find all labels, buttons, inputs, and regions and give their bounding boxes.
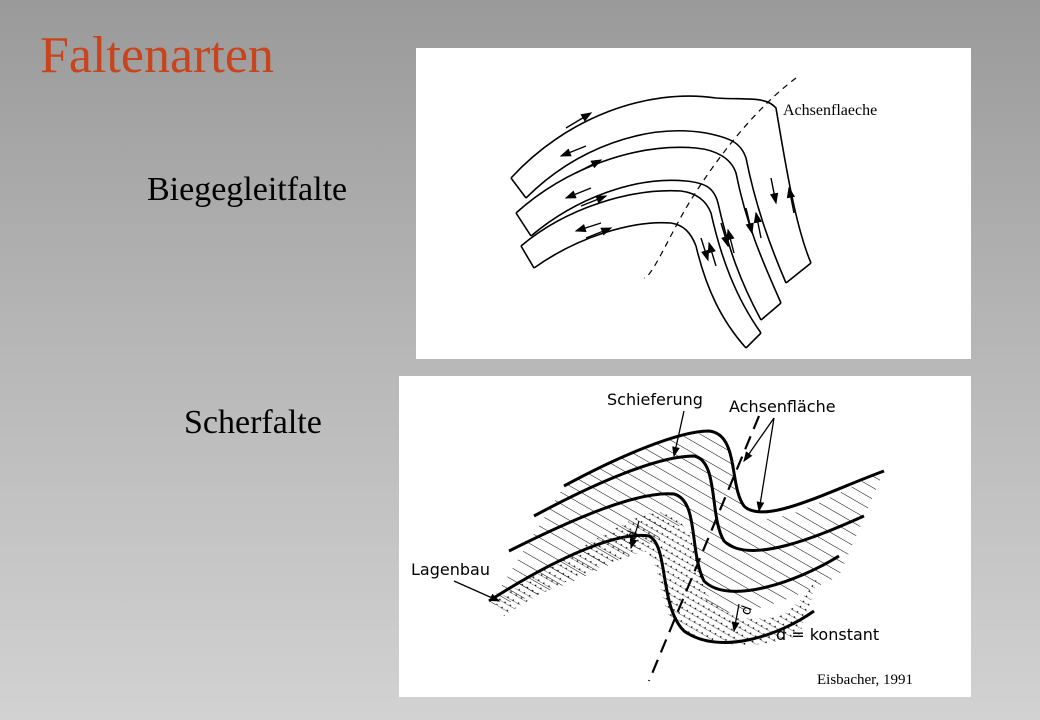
layer-3-top [521,191,761,333]
shear-fold-drawing [399,376,971,697]
slide-title: Faltenarten [40,27,274,84]
scherfalte-diagram [399,376,971,697]
layer-1-top [511,96,811,263]
layer-2-bottom [531,180,761,320]
biegegleitfalte-diagram [416,48,971,359]
layer-3-bottom [534,223,746,348]
citation-label: Eisbacher, 1991 [817,672,914,688]
d-constant-label: d = konstant [776,625,880,644]
lagenbau-label: Lagenbau [411,560,490,579]
label-biegegleitfalte: Biegegleitfalte [147,171,348,208]
d-label-upper: d [623,528,642,543]
slip-arrows [561,113,794,266]
schieferung-label: Schieferung [607,390,703,409]
d-label-lower: d [737,603,756,618]
axial-plane-label: Achsenflaeche [783,102,878,119]
achsenflaeche-label: Achsenfläche [729,397,836,416]
flexural-slip-fold-drawing [416,48,971,359]
label-scherfalte: Scherfalte [184,404,322,441]
